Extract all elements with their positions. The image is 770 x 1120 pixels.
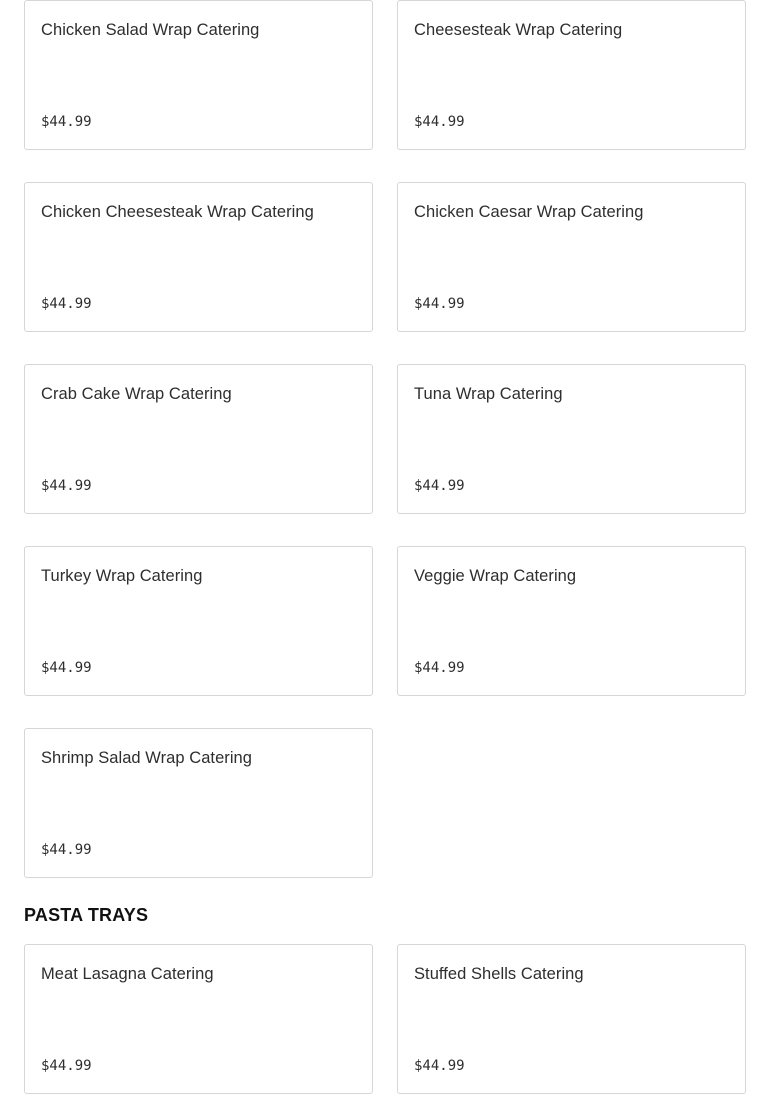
menu-item-price: $44.99	[41, 296, 92, 312]
section-title: PASTA TRAYS	[24, 905, 149, 925]
menu-item-name: Chicken Caesar Wrap Catering	[414, 203, 644, 221]
menu-item-name: Crab Cake Wrap Catering	[41, 385, 232, 403]
menu-page	[24, 0, 746, 1094]
menu-item-price: $44.99	[41, 478, 92, 494]
menu-item-name: Tuna Wrap Catering	[414, 385, 563, 403]
menu-item-price: $44.99	[41, 660, 92, 676]
menu-item-name: Turkey Wrap Catering	[41, 567, 203, 585]
menu-item-card[interactable]	[397, 364, 746, 514]
menu-item-price: $44.99	[41, 1058, 92, 1074]
menu-item-name: Stuffed Shells Catering	[414, 965, 584, 983]
menu-item-price: $44.99	[414, 478, 465, 494]
pasta-grid	[24, 944, 746, 1094]
menu-item-card[interactable]	[24, 182, 373, 332]
menu-item-card[interactable]	[24, 364, 373, 514]
menu-item-card[interactable]	[397, 546, 746, 696]
menu-item-card[interactable]	[397, 182, 746, 332]
menu-item-card[interactable]	[24, 728, 373, 878]
menu-item-price: $44.99	[414, 114, 465, 130]
menu-item-card[interactable]	[397, 944, 746, 1094]
menu-item-name: Shrimp Salad Wrap Catering	[41, 749, 253, 767]
menu-item-price: $44.99	[41, 114, 92, 130]
menu-item-name: Veggie Wrap Catering	[414, 567, 577, 585]
menu-item-price: $44.99	[414, 1058, 465, 1074]
menu-item-name: Chicken Salad Wrap Catering	[41, 21, 260, 39]
wraps-grid	[24, 0, 746, 878]
menu-item-name: Meat Lasagna Catering	[41, 965, 214, 983]
menu-item-card[interactable]	[24, 546, 373, 696]
menu-item-name: Cheesesteak Wrap Catering	[414, 21, 623, 39]
pasta-trays-section	[24, 904, 746, 1094]
menu-item-price: $44.99	[414, 660, 465, 676]
menu-item-name: Chicken Cheesesteak Wrap Catering	[41, 203, 314, 221]
menu-item-card[interactable]	[24, 0, 373, 150]
menu-item-price: $44.99	[414, 296, 465, 312]
menu-item-card[interactable]	[24, 944, 373, 1094]
menu-item-price: $44.99	[41, 842, 92, 858]
menu-item-card[interactable]	[397, 0, 746, 150]
